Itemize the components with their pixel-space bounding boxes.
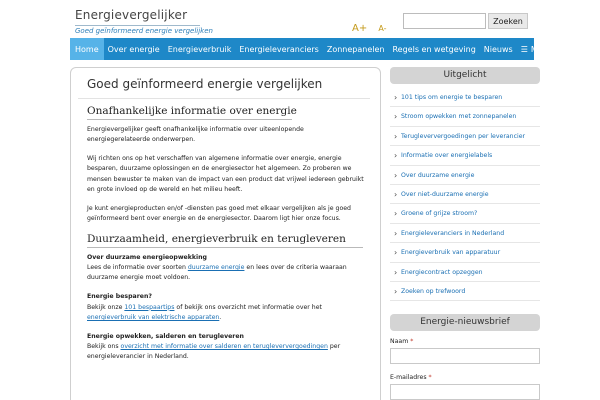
nav-item-zonnepanelen[interactable]: Zonnepanelen <box>326 44 385 54</box>
nav-item-regels-en-wetgeving[interactable]: Regels en wetgeving <box>392 44 476 54</box>
sidebar-link[interactable]: › Informatie over energielabels <box>390 146 540 165</box>
site-brand[interactable] <box>75 8 213 35</box>
intro-paragraph: Energievergelijker geeft onafhankelijke informatie over uiteenlopende energiegerelateerde onderwerpen. <box>87 126 304 144</box>
sidebar <box>390 67 540 400</box>
text: of bekijk ons overzicht met informatie over het <box>174 303 322 311</box>
heading-divider <box>87 119 292 120</box>
text: Bekijk ons <box>87 342 121 350</box>
paragraph-energie-opwekken <box>87 342 365 363</box>
sidebar-link[interactable]: › Over niet-duurzame energie <box>390 185 540 204</box>
nav-more-label: Meer <box>530 44 551 54</box>
newsletter-form <box>390 331 540 400</box>
sidebar-link[interactable]: › Zoeken op trefwoord <box>390 282 540 301</box>
sidebar-link[interactable]: › 101 tips om energie te besparen <box>390 88 540 107</box>
nav-item-over-energie[interactable]: Over energie <box>107 44 160 54</box>
nav-item-energieleveranciers[interactable]: Energieleveranciers <box>239 44 319 54</box>
title-divider <box>78 98 370 99</box>
link-duurzame-energie[interactable]: duurzame energie <box>187 264 245 272</box>
heading-divider <box>87 247 363 248</box>
search-button[interactable]: Zoeken <box>488 13 528 29</box>
font-size-tools <box>352 16 393 35</box>
menu-icon: ☰ <box>520 44 528 54</box>
font-increase-button[interactable]: A+ <box>352 23 368 34</box>
sidebar-link[interactable]: › Energieverbruik van apparatuur <box>390 243 540 262</box>
email-label-text: E-mailadres <box>390 374 427 382</box>
paragraph-duurzame-opwekking <box>87 263 365 284</box>
section-heading-info: Onafhankelijke informatie over energie <box>87 105 297 117</box>
sidebar-link[interactable]: › Energieleveranciers in Nederland <box>390 224 540 243</box>
nav-item-nieuws[interactable]: Nieuws <box>483 44 513 54</box>
page-title: Goed geïnformeerd energie vergelijken <box>87 77 323 91</box>
name-label <box>390 338 540 345</box>
text: per energieleverancier in Nederland. <box>87 342 341 361</box>
search-input[interactable] <box>403 13 486 29</box>
main-content <box>87 77 365 371</box>
nav-item-home[interactable]: Home <box>70 38 104 60</box>
required-mark: * <box>410 338 414 346</box>
featured-list <box>390 88 540 301</box>
text: Bekijk onze <box>87 303 125 311</box>
email-label <box>390 374 540 381</box>
font-decrease-button[interactable]: A- <box>378 24 387 33</box>
sidebar-link[interactable]: › Terugleververgoedingen per leverancier <box>390 127 540 146</box>
required-mark: * <box>428 374 432 382</box>
subheading-duurzame-opwekking: Over duurzame energieopwekking <box>87 253 207 261</box>
name-label-text: Naam <box>390 338 409 346</box>
sidebar-link[interactable]: › Over duurzame energie <box>390 166 540 185</box>
paragraph-energie-besparen <box>87 303 365 324</box>
email-input[interactable] <box>390 384 540 400</box>
link-energieverbruik-apparaten[interactable]: energieverbruik van elektrische apparaten <box>87 313 220 321</box>
focus-paragraph: Je kunt energieproducten en/of -diensten pas goed met elkaar vergelijken als je goed geïnformeerd bent over energie en de energiesector. Daarom ligt hier onze focus. <box>87 204 351 223</box>
site-tagline: Goed geïnformeerd energie vergelijken <box>75 27 213 35</box>
featured-heading: Uitgelicht <box>390 67 540 84</box>
text: . <box>219 313 222 321</box>
brand-divider <box>75 25 200 26</box>
newsletter-heading: Energie-nieuwsbrief <box>390 314 540 331</box>
text: Lees de informatie over soorten <box>87 264 188 272</box>
nav-item-energieverbruik[interactable]: Energieverbruik <box>167 44 232 54</box>
section-heading-sustainability: Duurzaamheid, energieverbruik en terugleveren <box>87 232 346 245</box>
nav-item-meer[interactable] <box>517 38 555 60</box>
mission-paragraph: Wij richten ons op het verschaffen van algemene informatie over energie, energie besparen, duurzame oplossingen en de energiesector het algemeen. Zo proberen we mensen bewuster te maken van de impact van een product dat vrijwel iedereen gebruikt en grote invloed op de wereld en het milieu heeft. <box>87 155 364 193</box>
site-title[interactable]: Energievergelijker <box>75 8 188 22</box>
subheading-energie-opwekken: Energie opwekken, salderen en terugleveren <box>87 332 244 340</box>
link-salderen-overzicht[interactable]: overzicht met informatie over salderen en terugleververgoedingen <box>120 342 328 350</box>
sidebar-link[interactable]: › Stroom opwekken met zonnepanelen <box>390 107 540 126</box>
sidebar-link[interactable]: › Groene of grijze stroom? <box>390 204 540 223</box>
subheading-energie-besparen: Energie besparen? <box>87 293 152 301</box>
text: en lees over de criteria waaraan duurzame energie moet voldoen. <box>87 264 347 282</box>
link-bespaartips[interactable]: 101 bespaartips <box>124 303 175 311</box>
name-input[interactable] <box>390 348 540 364</box>
sidebar-link[interactable]: › Energiecontract opzeggen <box>390 263 540 282</box>
main-nav <box>70 38 551 60</box>
